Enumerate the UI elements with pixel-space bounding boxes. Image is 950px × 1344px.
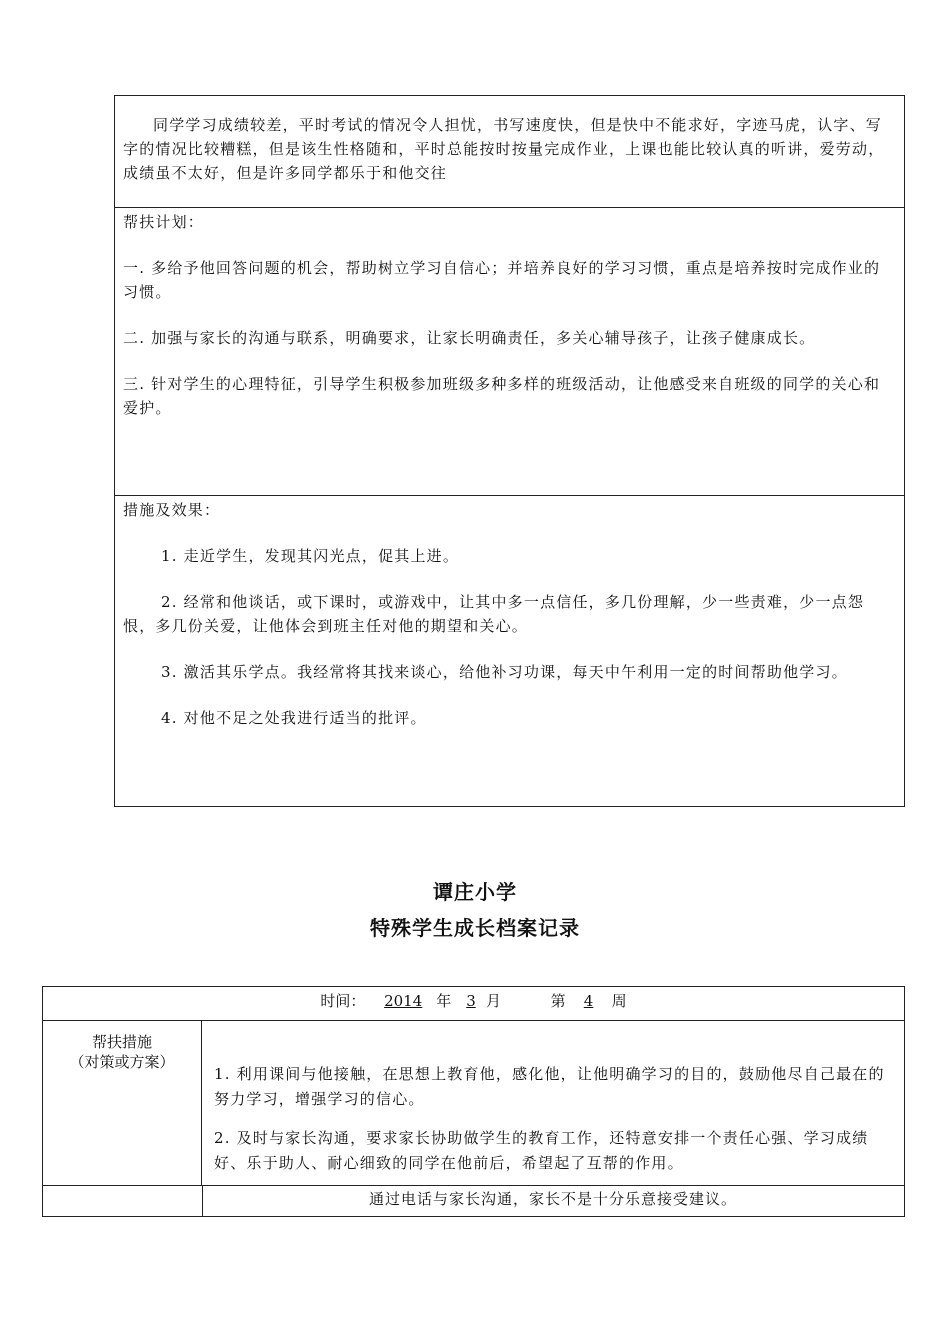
year-value: 2014	[384, 992, 423, 1010]
bottom-label-cell	[43, 1186, 203, 1216]
measure-item: 3. 激活其乐学点。我经常将其找来谈心，给他补习功课，每天中午利用一定的时间帮助他学习。	[161, 663, 848, 681]
month-value: 3	[466, 992, 476, 1010]
week-unit: 周	[611, 992, 627, 1010]
week-label: 第	[550, 992, 566, 1010]
measures-sublabel: （对策或方案）	[69, 1053, 175, 1071]
year-unit: 年	[436, 992, 452, 1010]
measures-effects-cell	[115, 496, 904, 808]
week-value: 4	[583, 992, 594, 1010]
time-label: 时间：	[320, 992, 366, 1010]
assistance-plan-cell	[115, 208, 904, 496]
school-title: 谭庄小学	[433, 880, 517, 904]
upper-record-table	[114, 95, 905, 807]
month-unit: 月	[485, 992, 501, 1010]
growth-record-table	[42, 986, 905, 1217]
bottom-content-cell: 通过电话与家长沟通，家长不是十分乐意接受建议。	[368, 1190, 737, 1208]
measures-content-cell	[202, 1020, 904, 1186]
measure-item: 1. 走近学生，发现其闪光点，促其上进。	[161, 547, 460, 565]
student-description-cell	[115, 96, 904, 208]
measure-item: 2. 经常和他谈话，或下课时，或游戏中，让其中多一点信任，多几份理解，少一些责难，少一点怨恨，多几份关爱，让他体会到班主任对他的期望和关心。	[123, 593, 865, 635]
measures-label: 帮扶措施	[91, 1033, 152, 1051]
time-row	[43, 987, 904, 1021]
student-description: 同学学习成绩较差，平时考试的情况令人担忧，书写速度快，但是快中不能求好，字迹马虎，认字、写字的情况比较糟糕，但是该生性格随和，平时总能按时按量完成作业，上课也能比较认真的听讲，爱劳动，成绩虽不太好，但是许多同学都乐于和他交往	[123, 116, 885, 182]
measures-label-cell	[43, 1020, 202, 1186]
plan-item: 三. 针对学生的心理特征，引导学生积极参加班级多种多样的班级活动，让他感受来自班级的同学的关心和爱护。	[123, 375, 881, 417]
measure-content-item: 2. 及时与家长沟通，要求家长协助做学生的教育工作，还特意安排一个责任心强、学习成绩好、乐于助人、耐心细致的同学在他前后，希望起了互帮的作用。	[214, 1129, 869, 1172]
plan-item: 一. 多给予他回答问题的机会，帮助树立学习自信心；并培养良好的学习习惯，重点是培养按时完成作业的习惯。	[123, 259, 881, 301]
measures-heading: 措施及效果：	[123, 501, 221, 519]
measure-item: 4. 对他不足之处我进行适当的批评。	[161, 709, 427, 727]
plan-item: 二. 加强与家长的沟通与联系，明确要求，让家长明确责任，多关心辅导孩子，让孩子健康成长。	[123, 329, 816, 347]
plan-heading: 帮扶计划：	[123, 213, 205, 231]
measure-content-item: 1. 利用课间与他接触，在思想上教育他，感化他，让他明确学习的目的，鼓励他尽自己最在的努力学习，增强学习的信心。	[214, 1065, 885, 1108]
record-title: 特殊学生成长档案记录	[370, 916, 580, 940]
